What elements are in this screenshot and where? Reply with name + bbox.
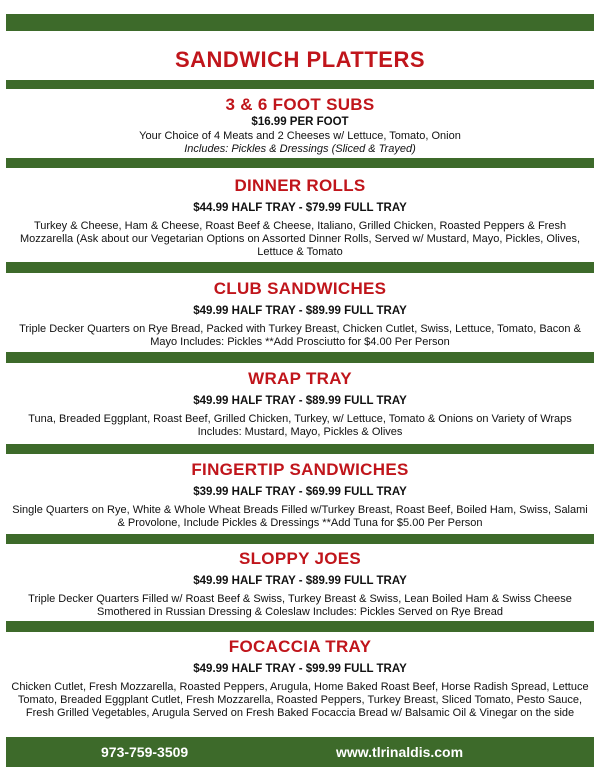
section-price: $44.99 HALF TRAY - $79.99 FULL TRAY [193, 202, 407, 214]
section-description: Triple Decker Quarters on Rye Bread, Packed with Turkey Breast, Chicken Cutlet, Swiss, Lettuce, Tomato, Bacon & Mayo Includes: Pickles **Add Prosciutto for $4.00 Per Person [19, 323, 581, 348]
divider-band-1 [6, 80, 594, 89]
section-dinner-rolls [10, 176, 590, 259]
section-price: $49.99 HALF TRAY - $89.99 FULL TRAY [193, 395, 407, 407]
section-price: $49.99 HALF TRAY - $99.99 FULL TRAY [193, 663, 407, 675]
divider-band-4 [6, 352, 594, 363]
divider-band-5 [6, 444, 594, 454]
section-sloppy-joes [10, 549, 590, 619]
section-price: $49.99 HALF TRAY - $89.99 FULL TRAY [193, 575, 407, 587]
section-title: DINNER ROLLS [234, 176, 366, 195]
section-foot-subs [10, 95, 590, 156]
section-club-sandwiches [10, 279, 590, 349]
section-description: Turkey & Cheese, Ham & Cheese, Roast Beef & Cheese, Italiano, Grilled Chicken, Roasted Peppers & Fresh Mozzarella (Ask about our Vegetarian Options on Assorted Dinner Rolls, Served w/ Mustard, Mayo, Pickles, Olives, Lettuce & Tomato [19, 220, 581, 258]
section-description: Chicken Cutlet, Fresh Mozzarella, Roasted Peppers, Arugula, Home Baked Roast Beef, Horse Radish Spread, Lettuce Tomato, Breaded Eggplant Cutlet, Fresh Mozzarella, Roasted Peppers, Turkey Breast, Sliced Tomato, Pesto Sauce, Fresh Grilled Vegetables, Arugula Served on Fresh Baked Focaccia Bread w/ Balsamic Oil & Vinegar on the side [11, 681, 589, 719]
section-description: Your Choice of 4 Meats and 2 Cheeses w/ Lettuce, Tomato, Onion [139, 130, 461, 142]
section-price: $16.99 PER FOOT [251, 116, 349, 128]
website-link[interactable]: www.tlrinaldis.com [336, 744, 464, 760]
divider-band-6 [6, 534, 594, 544]
divider-band-top [6, 14, 594, 31]
section-title: CLUB SANDWICHES [213, 279, 387, 298]
section-title: WRAP TRAY [248, 369, 352, 388]
page-title: SANDWICH PLATTERS [174, 47, 426, 72]
divider-band-3 [6, 262, 594, 273]
section-note: Includes: Pickles & Dressings (Sliced & Trayed) [184, 143, 416, 155]
section-title: 3 & 6 FOOT SUBS [225, 95, 375, 114]
section-wrap-tray [10, 369, 590, 439]
section-description: Triple Decker Quarters Filled w/ Roast Beef & Swiss, Turkey Breast & Swiss, Lean Boiled Ham & Swiss Cheese Smothered in Russian Dressing & Coleslaw Includes: Pickles Served on Rye Bread [28, 593, 572, 618]
section-title: SLOPPY JOES [238, 549, 362, 568]
divider-band-7 [6, 621, 594, 632]
phone-number[interactable]: 973-759-3509 [101, 744, 189, 760]
section-fingertip-sandwiches [10, 460, 590, 530]
section-focaccia-tray [10, 637, 590, 720]
footer-band [6, 737, 594, 767]
section-description: Tuna, Breaded Eggplant, Roast Beef, Grilled Chicken, Turkey, w/ Lettuce, Tomato & Onions on Variety of Wraps Includes: Mustard, Mayo, Pickles & Olives [28, 413, 572, 438]
section-price: $49.99 HALF TRAY - $89.99 FULL TRAY [193, 305, 407, 317]
section-price: $39.99 HALF TRAY - $69.99 FULL TRAY [193, 486, 407, 498]
section-description: Single Quarters on Rye, White & Whole Wheat Breads Filled w/Turkey Breast, Roast Beef, Boiled Ham, Swiss, Salami & Provolone, Include Pickles & Dressings **Add Tuna for $5.00 Per Person [12, 504, 588, 529]
divider-band-2 [6, 158, 594, 168]
section-title: FINGERTIP SANDWICHES [191, 460, 409, 479]
section-title: FOCACCIA TRAY [228, 637, 372, 656]
